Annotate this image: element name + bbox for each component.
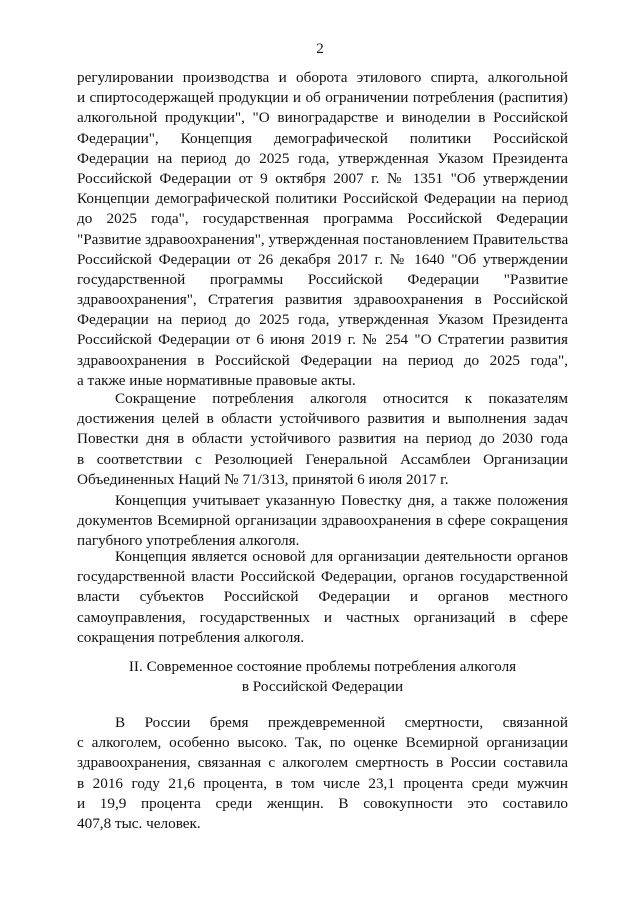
text-line: Российской Федерации от 6 июня 2019 г. № 254 "О Стратегии развития <box>77 331 568 349</box>
paragraph-4 <box>77 547 568 648</box>
text-line: алкогольной продукции", "О виноградарстве и виноделии в Российской <box>77 109 568 127</box>
text-line: Концепции демографической политики Российской Федерации на период <box>77 190 568 208</box>
text-line: а также иные нормативные правовые акты. <box>77 371 356 389</box>
text-line: здравоохранения, связанная с алкоголем смертность в России составила <box>77 754 568 772</box>
section-heading-line: в Российской Федерации <box>241 678 404 696</box>
text-line: Федерации", Концепция демографической политики Российской <box>77 129 568 147</box>
text-line: государственной программы Российской Федерации "Развитие <box>77 270 568 288</box>
text-line: Объединенных Наций № 71/313, принятой 6 июля 2017 г. <box>77 470 449 488</box>
text-line: "Развитие здравоохранения", утвержденная постановлением Правительства <box>77 230 569 248</box>
text-line: Федерации на период до 2025 года, утвержденная Указом Президента <box>77 149 568 167</box>
text-line: достижения целей в области устойчивого развития и выполнения задач <box>77 410 568 428</box>
text-line: Концепция учитывает указанную Повестку дня, а также положения <box>115 492 568 509</box>
text-line: В России бремя преждевременной смертности, связанной <box>115 714 568 731</box>
text-line: документов Всемирной организации здравоохранения в сфере сокращения <box>77 512 568 530</box>
section-heading-line: II. Современное состояние проблемы потребления алкоголя <box>128 658 517 675</box>
text-line: здравоохранения в Российской Федерации на период до 2025 года", <box>77 351 568 369</box>
text-line: Российской Федерации от 9 октября 2007 г. № 1351 "Об утверждении <box>77 169 568 187</box>
text-line: Концепция является основой для организации деятельности органов <box>115 548 568 565</box>
text-line: и спиртосодержащей продукции и об ограничении потребления (распития) <box>77 89 568 107</box>
text-line: Сокращение потребления алкоголя относится к показателям <box>115 390 568 407</box>
section-heading <box>77 657 568 697</box>
text-line: 407,8 тыс. человек. <box>77 814 201 832</box>
text-line: в 2016 году 21,6 процента, в том числе 23,1 процента среди мужчин <box>77 774 568 792</box>
paragraph-1 <box>77 68 568 391</box>
page-number: 2 <box>316 41 324 57</box>
text-line: до 2025 года", государственная программа Российской Федерации <box>77 210 568 228</box>
text-line: государственной власти Российской Федерации, органов государственной <box>77 568 568 586</box>
text-line: с алкоголем, особенно высоко. Так, по оценке Всемирной организации <box>77 734 568 752</box>
text-line: сокращения потребления алкоголя. <box>77 628 305 646</box>
paragraph-5 <box>77 713 568 834</box>
text-line: и 19,9 процента среди женщин. В совокупности это составило <box>77 794 568 812</box>
text-line: в соответствии с Резолюцией Генеральной Ассамблеи Организации <box>77 450 568 468</box>
text-line: пагубного употребления алкоголя. <box>77 532 300 550</box>
text-line: Федерации на период до 2025 года, утвержденная Указом Президента <box>77 311 568 329</box>
paragraph-3 <box>77 491 568 552</box>
text-line: Повестки дня в области устойчивого развития на период до 2030 года <box>77 430 568 448</box>
paragraph-2 <box>77 389 568 490</box>
text-line: самоуправления, государственных и частных организаций в сфере <box>77 608 568 626</box>
text-line: Российской Федерации от 26 декабря 2017 г. № 1640 "Об утверждении <box>77 250 568 268</box>
text-line: власти субъектов Российской Федерации и органов местного <box>77 588 568 606</box>
text-line: регулировании производства и оборота этилового спирта, алкогольной <box>77 69 568 86</box>
text-line: здравоохранения", Стратегия развития здравоохранения в Российской <box>77 291 568 309</box>
